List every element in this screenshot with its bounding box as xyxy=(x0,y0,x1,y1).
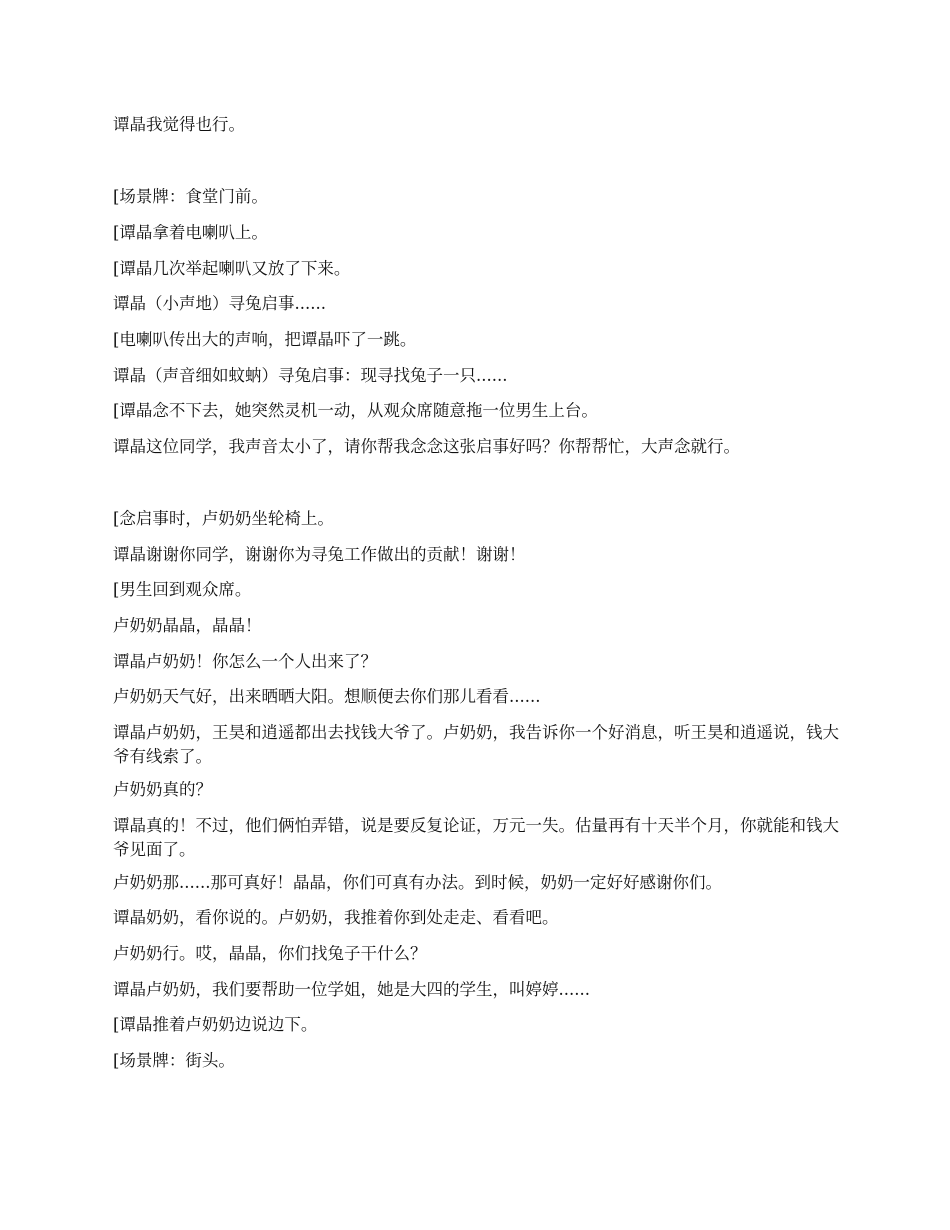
stage-direction: [谭晶推着卢奶奶边说边下。 xyxy=(113,1015,318,1034)
stage-direction: [谭晶念不下去，她突然灵机一动，从观众席随意拖一位男生上台。 xyxy=(113,401,598,420)
script-line: 谭晶我觉得也行。 xyxy=(113,115,245,134)
stage-direction: [念启事时，卢奶奶坐轮椅上。 xyxy=(113,509,334,528)
script-line: 谭晶（小声地）寻兔启事...... xyxy=(113,294,326,313)
script-line: 谭晶（声音细如蚊蚋）寻兔启事：现寻找兔子一只...... xyxy=(113,366,508,385)
stage-direction: [电喇叭传出大的声响，把谭晶吓了一跳。 xyxy=(113,330,417,349)
script-line: 卢奶奶真的？ xyxy=(113,780,212,799)
stage-direction: [场景牌：食堂门前。 xyxy=(113,187,268,206)
stage-direction: [谭晶几次举起喇叭又放了下来。 xyxy=(113,259,351,278)
script-line: 谭晶谢谢你同学，谢谢你为寻兔工作做出的贡献！谢谢！ xyxy=(113,545,526,564)
stage-direction: [谭晶拿着电喇叭上。 xyxy=(113,223,268,242)
stage-direction: [场景牌：街头。 xyxy=(113,1051,235,1070)
script-line: 卢奶奶晶晶，晶晶！ xyxy=(113,616,262,635)
script-line: 谭晶卢奶奶，王昊和逍遥都出去找钱大爷了。卢奶奶，我告诉你一个好消息，听王昊和逍遥说，钱大爷有线索了。 xyxy=(113,723,839,766)
script-line: 谭晶卢奶奶！你怎么一个人出来了？ xyxy=(113,652,377,671)
script-line: 卢奶奶天气好，出来晒晒大阳。想顺便去你们那儿看看...... xyxy=(113,687,541,706)
script-line: 谭晶真的！不过，他们俩怕弄错，说是要反复论证，万元一失。估量再有十天半个月，你就能和钱大爷见面了。 xyxy=(113,816,839,859)
script-line: 卢奶奶那......那可真好！晶晶，你们可真有办法。到时候，奶奶一定好好感谢你们。 xyxy=(113,873,722,892)
script-line: 谭晶卢奶奶，我们要帮助一位学姐，她是大四的学生，叫婷婷...... xyxy=(113,980,590,999)
script-line: 卢奶奶行。哎，晶晶，你们找兔子干什么？ xyxy=(113,944,427,963)
script-line: 谭晶这位同学，我声音太小了，请你帮我念念这张启事好吗？你帮帮忙，大声念就行。 xyxy=(113,437,740,456)
stage-direction: [男生回到观众席。 xyxy=(113,580,252,599)
script-line: 谭晶奶奶，看你说的。卢奶奶，我推着你到处走走、看看吧。 xyxy=(113,908,559,927)
